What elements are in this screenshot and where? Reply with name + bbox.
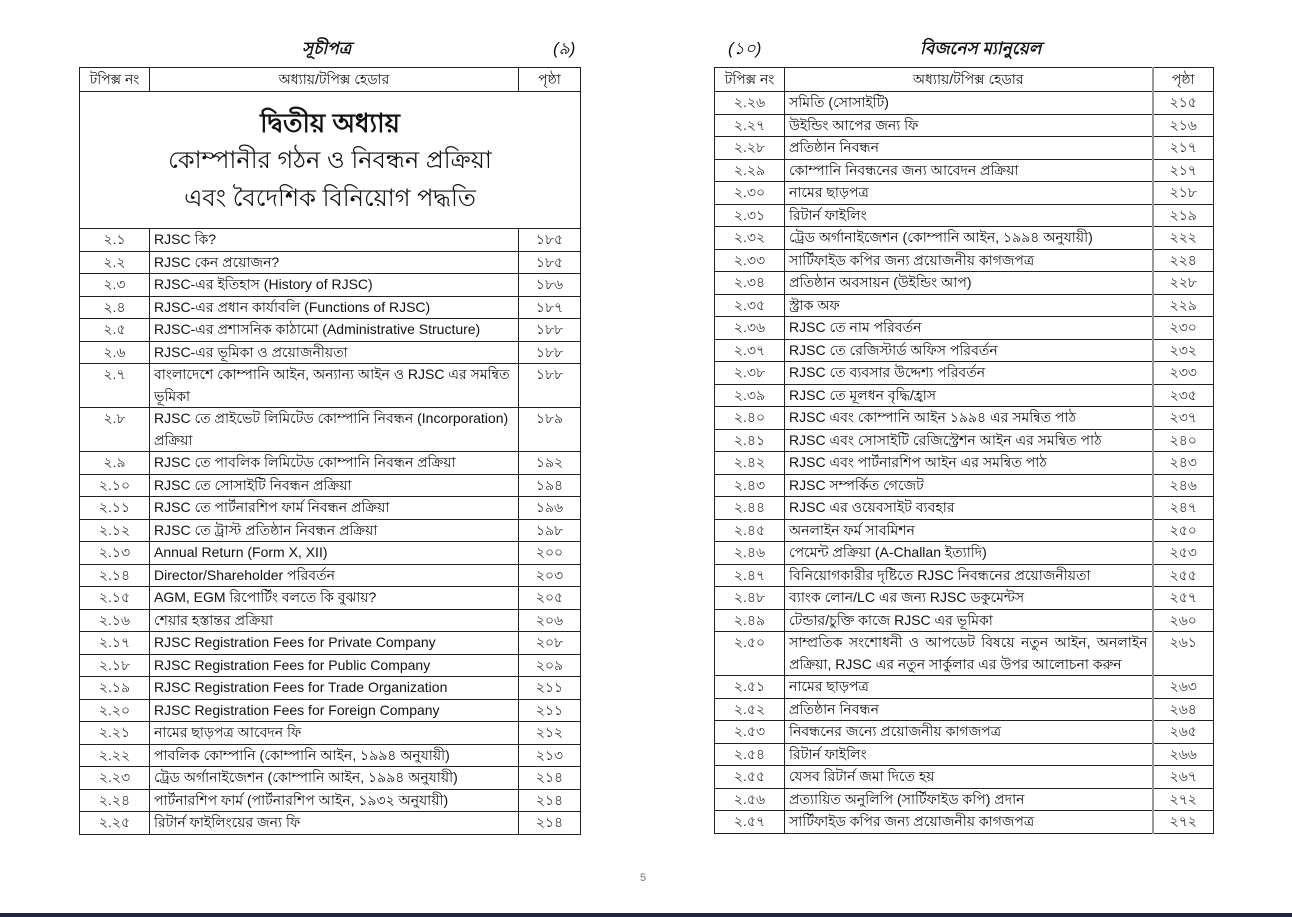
topic-title: নামের ছাড়পত্র আবেদন ফি xyxy=(150,722,519,745)
toc-row xyxy=(715,609,1214,632)
chapter-name-line2: এবং বৈদেশিক বিনিয়োগ পদ্ধতি xyxy=(184,185,476,212)
toc-row xyxy=(80,274,581,297)
page-number: ২১৪ xyxy=(519,789,581,812)
topic-title: RJSC এবং সোসাইটি রেজিস্ট্রেশন আইন এর সমন্বিত পাঠ xyxy=(785,429,1153,452)
page-number: ২২৮ xyxy=(1153,272,1214,295)
page-number: ২৩২ xyxy=(1153,339,1214,362)
topic-number: ২.৪৭ xyxy=(715,564,785,587)
topic-number: ২.২৩ xyxy=(80,767,150,790)
page-number: ২৭২ xyxy=(1153,788,1214,811)
topic-title: টেন্ডার/চুক্তি কাজে RJSC এর ভূমিকা xyxy=(785,609,1153,632)
topic-title: RJSC কি? xyxy=(150,229,519,252)
page-number: ২৪৭ xyxy=(1153,497,1214,520)
page-number: ১৮৯ xyxy=(519,408,581,452)
topic-title: পার্টনারশিপ ফার্ম (পার্টনারশিপ আইন, ১৯৩২ অনুযায়ী) xyxy=(150,789,519,812)
right-page-marker: (১০) xyxy=(728,39,762,58)
toc-row xyxy=(715,92,1214,115)
page-number: ২১১ xyxy=(519,699,581,722)
page-number: ২৪৩ xyxy=(1153,452,1214,475)
toc-row xyxy=(80,767,581,790)
toc-row xyxy=(715,632,1214,676)
toc-row xyxy=(715,339,1214,362)
topic-title: RJSC এর ওয়েবসাইট ব্যবহার xyxy=(785,497,1153,520)
topic-header-header: অধ্যায়/টপিক্স হেডার xyxy=(785,68,1153,92)
page-number: ১৮৫ xyxy=(519,251,581,274)
page-number: ২১১ xyxy=(519,677,581,700)
toc-row xyxy=(80,497,581,520)
topic-number: ২.১২ xyxy=(80,519,150,542)
topic-title: সার্টিফাইড কপির জন্য প্রয়োজনীয় কাগজপত্র xyxy=(785,811,1153,834)
toc-row xyxy=(80,632,581,655)
toc-row xyxy=(80,341,581,364)
toc-row xyxy=(715,676,1214,699)
topic-title: RJSC Registration Fees for Trade Organization xyxy=(150,677,519,700)
topic-number: ২.৩৬ xyxy=(715,317,785,340)
topic-number: ২.৪২ xyxy=(715,452,785,475)
topic-title: RJSC Registration Fees for Public Company xyxy=(150,654,519,677)
topic-title: উইন্ডিং আপের জন্য ফি xyxy=(785,114,1153,137)
topic-title: RJSC তে পাবলিক লিমিটেড কোম্পানি নিবন্ধন প্রক্রিয়া xyxy=(150,452,519,475)
toc-row xyxy=(715,698,1214,721)
chapter-number: দ্বিতীয় অধ্যায় xyxy=(260,108,400,138)
toc-row xyxy=(715,743,1214,766)
toc-row xyxy=(80,542,581,565)
topic-number: ২.৫৭ xyxy=(715,811,785,834)
topic-number: ২.৪৩ xyxy=(715,474,785,497)
toc-row xyxy=(715,788,1214,811)
topic-number: ২.৭ xyxy=(80,364,150,408)
topic-number: ২.৩৮ xyxy=(715,362,785,385)
topic-no-header: টপিক্স নং xyxy=(715,68,785,92)
topic-number: ২.১৮ xyxy=(80,654,150,677)
topic-number: ২.৩৯ xyxy=(715,384,785,407)
page-number: ২৬১ xyxy=(1153,632,1214,676)
topic-title: সাম্প্রতিক সংশোধনী ও আপডেট বিষয়ে নতুন আইন, অনলাইন প্রক্রিয়া, RJSC এর নতুন সার্কুলার এর উপর আলোচনা করুন xyxy=(785,632,1153,676)
topic-number: ২.৩১ xyxy=(715,204,785,227)
topic-number: ২.১৪ xyxy=(80,564,150,587)
topic-title: RJSC তে নাম পরিবর্তন xyxy=(785,317,1153,340)
topic-number: ২.৩৫ xyxy=(715,294,785,317)
topic-title: সমিতি (সোসাইটি) xyxy=(785,92,1153,115)
left-page-marker: (৯) xyxy=(553,39,576,58)
toc-row xyxy=(715,294,1214,317)
topic-number: ২.২৫ xyxy=(80,812,150,835)
toc-row xyxy=(80,677,581,700)
topic-number: ২.২২ xyxy=(80,744,150,767)
topic-number: ২.৫৪ xyxy=(715,743,785,766)
page-number: ২৭২ xyxy=(1153,811,1214,834)
chapter-title-row xyxy=(80,92,581,229)
toc-row xyxy=(715,182,1214,205)
toc-row xyxy=(715,249,1214,272)
topic-title: নামের ছাড়পত্র xyxy=(785,182,1153,205)
left-toc-header-row xyxy=(80,68,581,92)
topic-title: RJSC তে ট্রাস্ট প্রতিষ্ঠান নিবন্ধন প্রক্রিয়া xyxy=(150,519,519,542)
toc-row xyxy=(715,429,1214,452)
topic-title: স্ট্রাক অফ xyxy=(785,294,1153,317)
toc-row xyxy=(80,519,581,542)
topic-title: যেসব রিটার্ন জমা দিতে হয় xyxy=(785,766,1153,789)
page-number: ২২৪ xyxy=(1153,249,1214,272)
page-number: ২১৪ xyxy=(519,812,581,835)
page-header: পৃষ্ঠা xyxy=(1153,68,1214,92)
toc-row xyxy=(80,587,581,610)
footer-page-number: 5 xyxy=(640,872,647,884)
toc-row xyxy=(80,722,581,745)
topic-title: RJSC তে প্রাইভেট লিমিটেড কোম্পানি নিবন্ধন (Incorporation) প্রক্রিয়া xyxy=(150,408,519,452)
topic-number: ২.১৩ xyxy=(80,542,150,565)
topic-number: ২.৪৪ xyxy=(715,497,785,520)
chapter-title xyxy=(80,92,581,229)
topic-title: RJSC-এর প্রধান কার্যাবলি (Functions of RJSC) xyxy=(150,296,519,319)
topic-title: প্রতিষ্ঠান নিবন্ধন xyxy=(785,137,1153,160)
bottom-bar xyxy=(0,913,1292,917)
toc-row xyxy=(80,229,581,252)
toc-row xyxy=(80,699,581,722)
toc-row xyxy=(80,364,581,408)
topic-title: অনলাইন ফর্ম সাবমিশন xyxy=(785,519,1153,542)
topic-number: ২.২৬ xyxy=(715,92,785,115)
topic-number: ২.২ xyxy=(80,251,150,274)
toc-row xyxy=(715,407,1214,430)
toc-row xyxy=(715,587,1214,610)
page-number: ২৫৩ xyxy=(1153,542,1214,565)
topic-number: ২.১০ xyxy=(80,474,150,497)
toc-row xyxy=(80,609,581,632)
topic-title: নিবন্ধনের জন্যে প্রয়োজনীয় কাগজপত্র xyxy=(785,721,1153,744)
topic-title: নামের ছাড়পত্র xyxy=(785,676,1153,699)
page-number: ২৩৫ xyxy=(1153,384,1214,407)
topic-number: ২.৪৮ xyxy=(715,587,785,610)
page-number: ২১৯ xyxy=(1153,204,1214,227)
topic-number: ২.১৬ xyxy=(80,609,150,632)
page-number: ১৯৬ xyxy=(519,497,581,520)
topic-title: RJSC এবং পার্টনারশিপ আইন এর সমন্বিত পাঠ xyxy=(785,452,1153,475)
toc-row xyxy=(80,812,581,835)
topic-title: RJSC তে সোসাইটি নিবন্ধন প্রক্রিয়া xyxy=(150,474,519,497)
topic-number: ২.৩৭ xyxy=(715,339,785,362)
topic-title: শেয়ার হস্তান্তর প্রক্রিয়া xyxy=(150,609,519,632)
topic-title: AGM, EGM রিপোর্টিং বলতে কি বুঝায়? xyxy=(150,587,519,610)
page-number: ২৩০ xyxy=(1153,317,1214,340)
page-number: ২৪০ xyxy=(1153,429,1214,452)
page-number: ২১২ xyxy=(519,722,581,745)
page-number: ২৪৬ xyxy=(1153,474,1214,497)
topic-title: ট্রেড অর্গানাইজেশন (কোম্পানি আইন, ১৯৯৪ অনুযায়ী) xyxy=(785,227,1153,250)
topic-number: ২.৬ xyxy=(80,341,150,364)
topic-number: ২.১৭ xyxy=(80,632,150,655)
topic-title: পাবলিক কোম্পানি (কোম্পানি আইন, ১৯৯৪ অনুযায়ী) xyxy=(150,744,519,767)
page-number: ২০০ xyxy=(519,542,581,565)
topic-number: ২.৫৩ xyxy=(715,721,785,744)
page-number: ২১৮ xyxy=(1153,182,1214,205)
toc-row xyxy=(715,114,1214,137)
topic-number: ২.২০ xyxy=(80,699,150,722)
topic-number: ২.৫১ xyxy=(715,676,785,699)
toc-row xyxy=(715,564,1214,587)
topic-no-header: টপিক্স নং xyxy=(80,68,150,92)
left-page-title: সূচীপত্র xyxy=(302,39,352,58)
toc-row xyxy=(715,317,1214,340)
page-number: ১৮৭ xyxy=(519,296,581,319)
page-number: ১৮৫ xyxy=(519,229,581,252)
chapter-name-line1: কোম্পানীর গঠন ও নিবন্ধন প্রক্রিয়া xyxy=(168,147,492,174)
topic-title: RJSC Registration Fees for Foreign Company xyxy=(150,699,519,722)
topic-title: RJSC তে মূলধন বৃদ্ধি/হ্রাস xyxy=(785,384,1153,407)
page-number: ২৫৫ xyxy=(1153,564,1214,587)
topic-title: রিটার্ন ফাইলিং xyxy=(785,743,1153,766)
page-number: ২২৯ xyxy=(1153,294,1214,317)
topic-title: ব্যাংক লোন/LC এর জন্য RJSC ডকুমেন্টস xyxy=(785,587,1153,610)
page-number: ২৬৪ xyxy=(1153,698,1214,721)
toc-row xyxy=(715,137,1214,160)
topic-number: ২.৩২ xyxy=(715,227,785,250)
page-number: ২৬৫ xyxy=(1153,721,1214,744)
right-page-title: বিজনেস ম্যানুয়েল xyxy=(920,39,1042,58)
toc-row xyxy=(715,227,1214,250)
page-number: ১৯৮ xyxy=(519,519,581,542)
topic-header-header: অধ্যায়/টপিক্স হেডার xyxy=(150,68,519,92)
topic-number: ২.২৯ xyxy=(715,159,785,182)
topic-number: ২.৪১ xyxy=(715,429,785,452)
topic-title: RJSC-এর ভূমিকা ও প্রয়োজনীয়তা xyxy=(150,341,519,364)
page-number: ২০৩ xyxy=(519,564,581,587)
topic-title: বাংলাদেশে কোম্পানি আইন, অন্যান্য আইন ও RJSC এর সমন্বিত ভূমিকা xyxy=(150,364,519,408)
topic-number: ২.২১ xyxy=(80,722,150,745)
topic-number: ২.৪৫ xyxy=(715,519,785,542)
page-number: ২১৭ xyxy=(1153,137,1214,160)
page-number: ২২২ xyxy=(1153,227,1214,250)
page-number: ১৯৪ xyxy=(519,474,581,497)
topic-number: ২.৩ xyxy=(80,274,150,297)
toc-row xyxy=(715,474,1214,497)
page-number: ১৯২ xyxy=(519,452,581,475)
toc-row xyxy=(715,159,1214,182)
topic-number: ২.৫৫ xyxy=(715,766,785,789)
topic-number: ২.১১ xyxy=(80,497,150,520)
topic-number: ২.৪০ xyxy=(715,407,785,430)
page-number: ২৫৭ xyxy=(1153,587,1214,610)
topic-title: কোম্পানি নিবন্ধনের জন্য আবেদন প্রক্রিয়া xyxy=(785,159,1153,182)
page-number: ২৫০ xyxy=(1153,519,1214,542)
page-number: ২১৭ xyxy=(1153,159,1214,182)
toc-row xyxy=(80,452,581,475)
topic-title: Director/Shareholder পরিবর্তন xyxy=(150,564,519,587)
page-number: ২১৩ xyxy=(519,744,581,767)
topic-title: প্রতিষ্ঠান অবসায়ন (উইন্ডিং আপ) xyxy=(785,272,1153,295)
toc-row xyxy=(80,474,581,497)
topic-title: RJSC সম্পর্কিত গেজেট xyxy=(785,474,1153,497)
page-number: ২৬০ xyxy=(1153,609,1214,632)
toc-row xyxy=(715,204,1214,227)
toc-row xyxy=(715,519,1214,542)
topic-number: ২.৫৬ xyxy=(715,788,785,811)
topic-title: RJSC তে ব্যবসার উদ্দেশ্য পরিবর্তন xyxy=(785,362,1153,385)
left-toc-table xyxy=(79,67,581,835)
topic-number: ২.৪৬ xyxy=(715,542,785,565)
page-header: পৃষ্ঠা xyxy=(519,68,581,92)
toc-row xyxy=(715,811,1214,834)
page-number: ২১৫ xyxy=(1153,92,1214,115)
toc-row xyxy=(80,319,581,342)
topic-number: ২.৯ xyxy=(80,452,150,475)
page-number: ১৮৮ xyxy=(519,341,581,364)
topic-title: রিটার্ন ফাইলিং xyxy=(785,204,1153,227)
toc-row xyxy=(715,766,1214,789)
topic-title: RJSC-এর প্রশাসনিক কাঠামো (Administrative Structure) xyxy=(150,319,519,342)
toc-row xyxy=(80,744,581,767)
topic-number: ২.২৮ xyxy=(715,137,785,160)
topic-title: RJSC তে পার্টনারশিপ ফার্ম নিবন্ধন প্রক্রিয়া xyxy=(150,497,519,520)
toc-row xyxy=(715,452,1214,475)
page-number: ২৬৩ xyxy=(1153,676,1214,699)
topic-title: সার্টিফাইড কপির জন্য প্রয়োজনীয় কাগজপত্র xyxy=(785,249,1153,272)
toc-row xyxy=(80,789,581,812)
topic-number: ২.৮ xyxy=(80,408,150,452)
toc-row xyxy=(80,408,581,452)
page-number: ১৮৮ xyxy=(519,364,581,408)
page-number: ২৩৭ xyxy=(1153,407,1214,430)
topic-title: ট্রেড অর্গানাইজেশন (কোম্পানি আইন, ১৯৯৪ অনুযায়ী) xyxy=(150,767,519,790)
topic-number: ২.৩৩ xyxy=(715,249,785,272)
toc-row xyxy=(715,362,1214,385)
page-number: ২০৮ xyxy=(519,632,581,655)
topic-title: বিনিয়োগকারীর দৃষ্টিতে RJSC নিবন্ধনের প্রয়োজনীয়তা xyxy=(785,564,1153,587)
topic-title: RJSC তে রেজিস্টার্ড অফিস পরিবর্তন xyxy=(785,339,1153,362)
topic-title: প্রতিষ্ঠান নিবন্ধন xyxy=(785,698,1153,721)
page-number: ২৩৩ xyxy=(1153,362,1214,385)
topic-title: RJSC-এর ইতিহাস (History of RJSC) xyxy=(150,274,519,297)
page-number: ২০৯ xyxy=(519,654,581,677)
topic-number: ২.৪ xyxy=(80,296,150,319)
topic-title: রিটার্ন ফাইলিংয়ের জন্য ফি xyxy=(150,812,519,835)
topic-number: ২.১ xyxy=(80,229,150,252)
page-number: ২৬৬ xyxy=(1153,743,1214,766)
toc-row xyxy=(80,251,581,274)
page-number: ১৮৮ xyxy=(519,319,581,342)
page-number: ২১৬ xyxy=(1153,114,1214,137)
page-number: ১৮৬ xyxy=(519,274,581,297)
topic-number: ২.৫০ xyxy=(715,632,785,676)
topic-number: ২.২৪ xyxy=(80,789,150,812)
toc-row xyxy=(715,542,1214,565)
toc-row xyxy=(715,497,1214,520)
topic-number: ২.৫ xyxy=(80,319,150,342)
topic-number: ২.৪৯ xyxy=(715,609,785,632)
toc-row xyxy=(715,384,1214,407)
topic-title: RJSC এবং কোম্পানি আইন ১৯৯৪ এর সমন্বিত পাঠ xyxy=(785,407,1153,430)
toc-row xyxy=(80,654,581,677)
topic-title: Annual Return (Form X, XII) xyxy=(150,542,519,565)
right-toc-table xyxy=(714,67,1214,834)
right-toc-header-row xyxy=(715,68,1214,92)
page-number: ২০৫ xyxy=(519,587,581,610)
topic-number: ২.৫২ xyxy=(715,698,785,721)
page-number: ২১৪ xyxy=(519,767,581,790)
topic-title: প্রত্যায়িত অনুলিপি (সার্টিফাইড কপি) প্রদান xyxy=(785,788,1153,811)
toc-row xyxy=(80,296,581,319)
page-number: ২০৬ xyxy=(519,609,581,632)
topic-number: ২.১৫ xyxy=(80,587,150,610)
topic-number: ২.৩৪ xyxy=(715,272,785,295)
topic-number: ২.১৯ xyxy=(80,677,150,700)
topic-title: RJSC Registration Fees for Private Company xyxy=(150,632,519,655)
topic-number: ২.২৭ xyxy=(715,114,785,137)
toc-row xyxy=(715,272,1214,295)
toc-row xyxy=(80,564,581,587)
topic-title: RJSC কেন প্রয়োজন? xyxy=(150,251,519,274)
topic-number: ২.৩০ xyxy=(715,182,785,205)
toc-row xyxy=(715,721,1214,744)
topic-title: পেমেন্ট প্রক্রিয়া (A-Challan ইত্যাদি) xyxy=(785,542,1153,565)
page-number: ২৬৭ xyxy=(1153,766,1214,789)
